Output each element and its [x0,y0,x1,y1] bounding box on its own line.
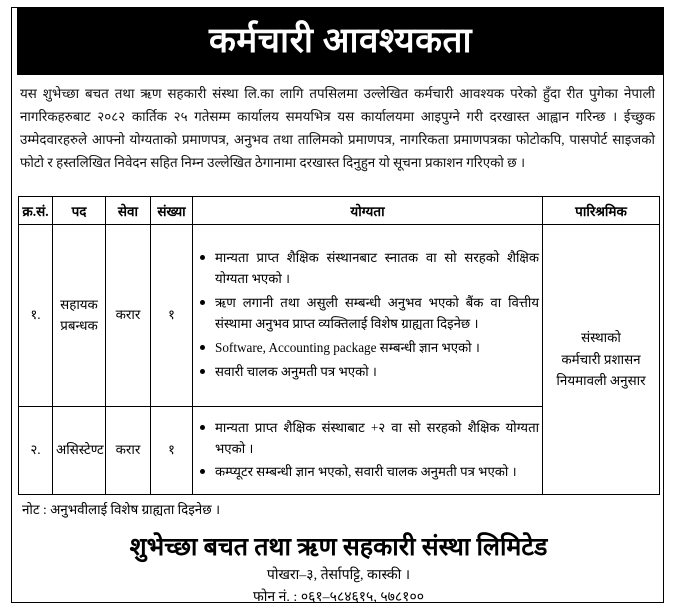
list-item: ऋण लगानी तथा असुली सम्बन्धी अनुभव भएको बैंक वा वित्तीय संस्थामा अनुभव प्राप्त व्यक्तिलाई विशेष ग्राह्यता दिइनेछ । [196,293,539,335]
list-item: सवारी चालक अनुमती पत्र भएको । [196,362,539,383]
table-row [19,225,660,407]
cell-service: करार [106,407,151,495]
organization-name: शुभेच्छा बचत तथा ऋण सहकारी संस्था लिमिटेड [129,534,548,561]
cell-sn: २. [19,407,53,495]
cell-salary-line1: संस्थाको [581,329,621,345]
cell-qualification [193,225,543,407]
column-header-service: सेवा [106,197,151,225]
organization-phone: फोन नं. : ०६१–५८४६१५, ५७८१०० [252,589,425,605]
page-title: कर्मचारी आवश्यकता [208,21,473,61]
cell-salary-line2: कर्मचारी प्रशासन [561,351,641,367]
list-item: मान्यता प्राप्त शैक्षिक संस्थाबाट +२ वा सो सरहको शैक्षिक योग्यता भएको । [196,418,539,460]
table-header-row [19,197,660,225]
list-item: Software, Accounting package सम्बन्धी ज्ञान भएको । [196,338,539,359]
vacancy-table [18,196,660,495]
list-item: कम्प्यूटर सम्बन्धी ज्ञान भएको, सवारी चालक अनुमती पत्र भएको । [196,462,539,483]
qualification-list [196,418,539,484]
column-header-post: पद [53,197,106,225]
column-header-number: संख्या [151,197,193,225]
vacancy-table-wrapper [18,196,659,495]
intro-paragraph: यस शुभेच्छा बचत तथा ऋण सहकारी संस्था लि.का लागि तपसिलमा उल्लेखित कर्मचारी आवश्यक परेको हुँदा रीत पुगेका नेपाली नागरिकहरुबाट २०८२ कार्तिक २५ गतेसम्म कार्यालय समयभित्र यस कार्यालयमा आइपुग्ने गरी दरखास्त आह्वान गरिन्छ । ईच्छुक उम्मेदवारहरुले आफ्नो योग्यताको प्रमाणपत्र, अनुभव तथा तालिमको प्रमाणपत्र, नागरिकता प्रमाणपत्रका फोटोकपि, पासपोर्ट साइजको फोटो र हस्तलिखित निवेदन सहित निम्न उल्लेखित ठेगानामा दरखास्त दिनुहुन यो सूचना प्रकाशन गरिएको छ । [20,86,655,171]
column-header-qualification: योग्यता [193,197,543,225]
column-header-sn: क्र.सं. [19,197,53,225]
qualification-list [196,248,539,382]
note-text: नोट : अनुभवीलाई विशेष ग्राह्यता दिइनेछ । [22,502,221,517]
footer [18,533,659,609]
organization-address: पोखरा–३, तेर्सापट्टि, कास्की । [266,567,411,583]
cell-salary [543,225,660,495]
header-banner [17,8,664,75]
column-header-salary: पारिश्रमिक [543,197,660,225]
cell-post-line2: प्रबन्धक [60,317,98,333]
cell-post: असिस्टेण्ट [53,407,106,495]
list-item: मान्यता प्राप्त शैक्षिक संस्थानबाट स्नातक वा सो सरहको शैक्षिक योग्यता भएको । [196,248,539,290]
cell-service: करार [106,225,151,407]
cell-post [53,225,106,407]
cell-post-line1: सहायक [60,296,98,312]
cell-number: १ [151,407,193,495]
cell-number: १ [151,225,193,407]
cell-sn: १. [19,225,53,407]
cell-qualification [193,407,543,495]
cell-salary-line3: नियमावली अनुसार [556,373,646,389]
